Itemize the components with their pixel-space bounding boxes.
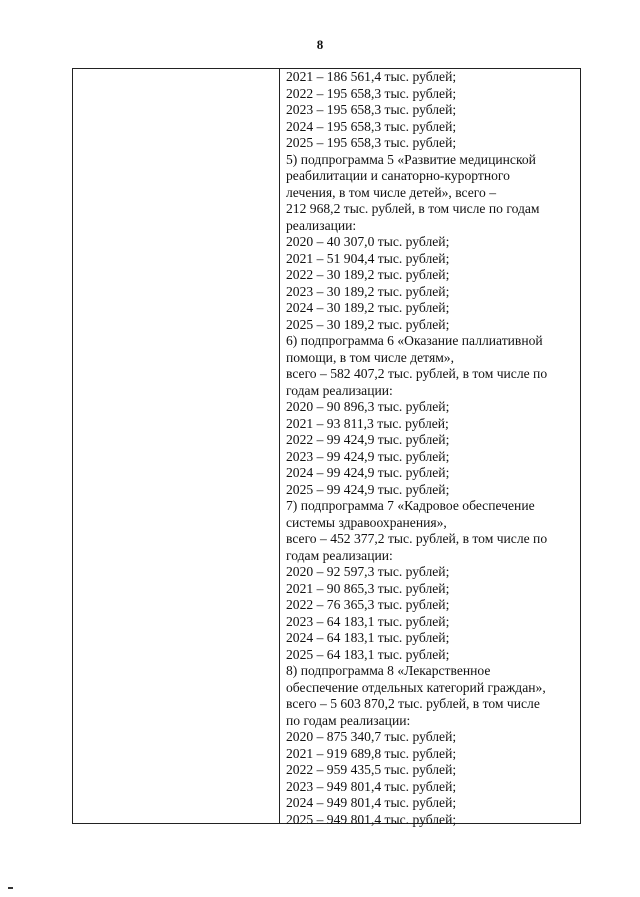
text-line: 2023 – 30 189,2 тыс. рублей; xyxy=(286,283,450,299)
text-line: 2023 – 99 424,9 тыс. рублей; xyxy=(286,448,450,464)
text-line: реализации: xyxy=(286,217,357,233)
text-line: 2021 – 90 865,3 тыс. рублей; xyxy=(286,580,450,596)
text-line: 2025 – 64 183,1 тыс. рублей; xyxy=(286,646,450,662)
table-right-cell xyxy=(281,69,580,827)
text-line: 5) подпрограмма 5 «Развитие медицинской xyxy=(286,151,536,167)
text-line: годам реализации: xyxy=(286,382,393,398)
text-line: 7) подпрограмма 7 «Кадровое обеспечение xyxy=(286,498,535,513)
text-line: 2022 – 76 365,3 тыс. рублей; xyxy=(286,597,450,612)
scan-mark xyxy=(8,887,13,889)
text-line: 2022 – 30 189,2 тыс. рублей; xyxy=(286,267,450,282)
text-line: 2023 – 949 801,4 тыс. рублей; xyxy=(286,778,457,794)
text-line: 2021 – 51 904,4 тыс. рублей; xyxy=(286,250,450,266)
text-line: 2024 – 30 189,2 тыс. рублей; xyxy=(286,300,450,315)
text-line: 2025 – 99 424,9 тыс. рублей; xyxy=(286,481,450,497)
text-line: 2024 – 64 183,1 тыс. рублей; xyxy=(286,630,450,645)
text-line: 8) подпрограмма 8 «Лекарственное xyxy=(286,663,491,678)
text-line: 2020 – 92 597,3 тыс. рублей; xyxy=(286,564,450,579)
text-line: 2021 – 93 811,3 тыс. рублей; xyxy=(286,415,449,431)
text-line: 2025 – 949 801,4 тыс. рублей; xyxy=(286,811,457,827)
text-line: 2025 – 195 658,3 тыс. рублей; xyxy=(286,135,457,150)
text-line: 6) подпрограмма 6 «Оказание паллиативной xyxy=(286,333,543,348)
table-left-cell xyxy=(73,69,280,823)
text-line: помощи, в том числе детям», xyxy=(286,349,454,365)
text-line: обеспечение отдельных категорий граждан», xyxy=(286,679,546,695)
text-line: 2023 – 64 183,1 тыс. рублей; xyxy=(286,613,450,629)
text-line: лечения, в том числе детей», всего – xyxy=(286,184,497,200)
text-line: 2024 – 99 424,9 тыс. рублей; xyxy=(286,465,450,480)
text-line: 2024 – 195 658,3 тыс. рублей; xyxy=(286,118,457,134)
text-line: 2020 – 90 896,3 тыс. рублей; xyxy=(286,399,450,414)
text-line: 2022 – 195 658,3 тыс. рублей; xyxy=(286,85,457,101)
text-line: 2020 – 40 307,0 тыс. рублей; xyxy=(286,234,450,249)
text-line: 2024 – 949 801,4 тыс. рублей; xyxy=(286,795,457,810)
text-line: 2021 – 919 689,8 тыс. рублей; xyxy=(286,745,457,761)
text-line: 2022 – 99 424,9 тыс. рублей; xyxy=(286,432,450,447)
funding-table xyxy=(72,68,581,827)
text-line: реабилитации и санаторно-курортного xyxy=(286,168,510,183)
text-line: всего – 582 407,2 тыс. рублей, в том числе по xyxy=(286,366,548,381)
text-line: 2025 – 30 189,2 тыс. рублей; xyxy=(286,316,450,332)
text-line: всего – 5 603 870,2 тыс. рублей, в том числе xyxy=(286,696,540,711)
text-line: 2020 – 875 340,7 тыс. рублей; xyxy=(286,729,457,744)
text-line: 2021 – 186 561,4 тыс. рублей; xyxy=(286,69,457,84)
page-number: 8 xyxy=(316,37,324,52)
text-line: годам реализации: xyxy=(286,547,393,563)
text-line: 2022 – 959 435,5 тыс. рублей; xyxy=(286,762,457,777)
text-line: 2023 – 195 658,3 тыс. рублей; xyxy=(286,102,457,117)
text-line: системы здравоохранения», xyxy=(286,514,447,530)
text-line: всего – 452 377,2 тыс. рублей, в том числе по xyxy=(286,531,548,546)
text-line: по годам реализации: xyxy=(286,712,411,728)
text-line: 212 968,2 тыс. рублей, в том числе по годам xyxy=(286,201,540,216)
